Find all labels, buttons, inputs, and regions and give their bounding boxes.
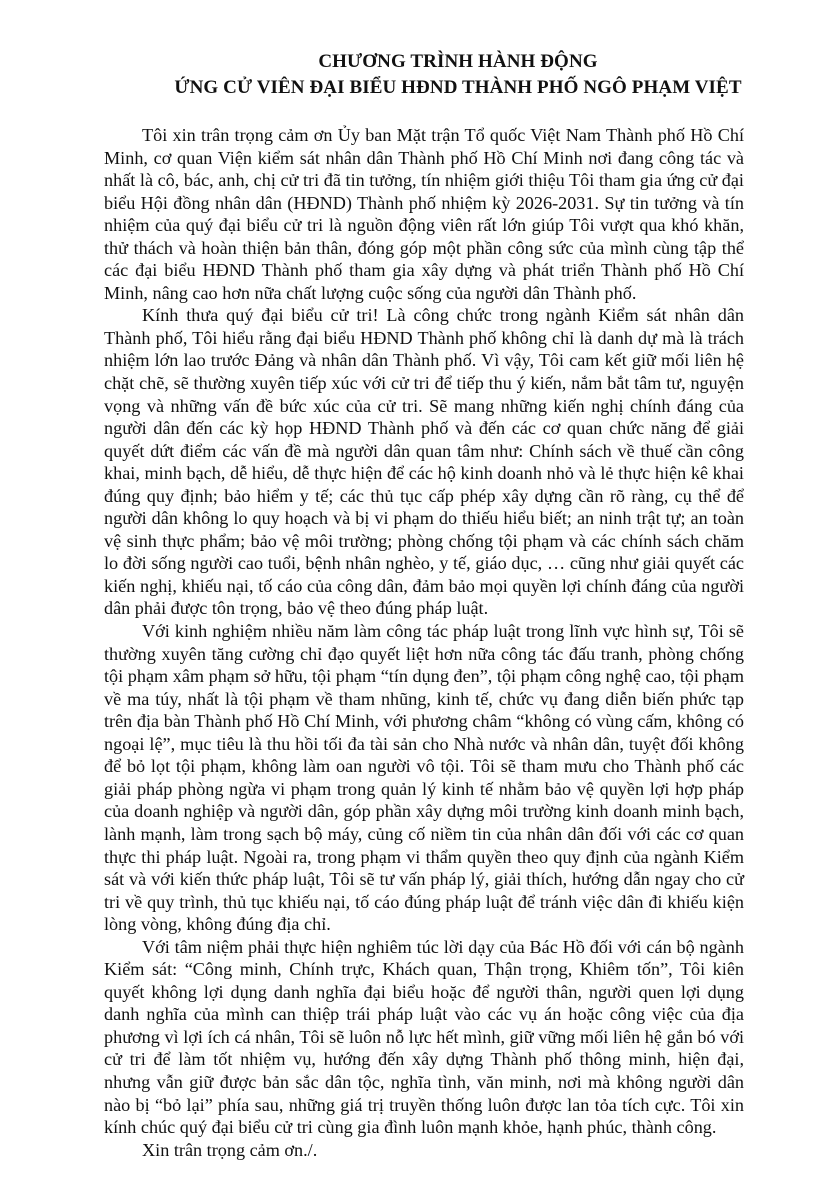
paragraph-commitment: Kính thưa quý đại biểu cử tri! Là công chức trong ngành Kiểm sát nhân dân Thành phố, Tôi hiểu rằng đại biểu HĐND Thành phố không chỉ là danh dự mà là trách nhiệm lớn lao trước Đảng và nhân dân Thành phố. Vì vậy, Tôi cam kết giữ mối liên hệ chặt chẽ, sẽ thường xuyên tiếp xúc với cử tri để tiếp thu ý kiến, nắm bắt tâm tư, nguyện vọng và những vấn đề bức xúc của cử tri. Sẽ mang những kiến nghị chính đáng của người dân đến các kỳ họp HĐND Thành phố và đến các cơ quan chức năng để giải quyết dứt điểm các vấn đề mà người dân quan tâm như: Chính sách về thuế cần công khai, minh bạch, dễ hiểu, dễ thực hiện để các hộ kinh doanh nhỏ và lẻ thực hiện kê khai đúng quy định; bảo hiểm y tế; các thủ tục cấp phép xây dựng cần rõ ràng, cụ thể để người dân không lo quy hoạch và bị vi phạm do thiếu hiểu biết; an ninh trật tự; an toàn vệ sinh thực phẩm; bảo vệ môi trường; phòng chống tội phạm và các chính sách chăm lo đời sống người cao tuổi, bệnh nhân nghèo, y tế, giáo dục, … cũng như giải quyết các kiến nghị, khiếu nại, tố cáo của công dân, đảm bảo mọi quyền lợi chính đáng của người dân phải được tôn trọng, bảo vệ theo đúng pháp luật. [104, 305, 744, 619]
document-body [104, 124, 744, 1161]
paragraph-legal-experience: Với kinh nghiệm nhiều năm làm công tác pháp luật trong lĩnh vực hình sự, Tôi sẽ thường xuyên tăng cường chỉ đạo quyết liệt hơn nữa công tác đấu tranh, phòng chống tội phạm xâm phạm sở hữu, tội phạm “tín dụng đen”, tội phạm công nghệ cao, tội phạm về ma túy, nhất là tội phạm về tham nhũng, kinh tế, chức vụ đang diễn biến phức tạp trên địa bàn Thành phố Hồ Chí Minh, với phương châm “không có vùng cấm, không có ngoại lệ”, mục tiêu là thu hồi tối đa tài sản cho Nhà nước và nhân dân, tuyệt đối không để bỏ lọt tội phạm, không làm oan người vô tội. Tôi sẽ tham mưu cho Thành phố các giải pháp phòng ngừa vi phạm trong quản lý kinh tế nhằm bảo vệ quyền lợi hợp pháp của doanh nghiệp và người dân, góp phần xây dựng môi trường kinh doanh minh bạch, lành mạnh, làm trong sạch bộ máy, củng cố niềm tin của nhân dân đối với các cơ quan thực thi pháp luật. Ngoài ra, trong phạm vi thẩm quyền theo quy định của ngành Kiểm sát và với kiến thức pháp luật, Tôi sẽ tư vấn pháp lý, giải thích, hướng dẫn ngay cho cử tri về quy trình, thủ tục khiếu nại, tố cáo đúng pháp luật để tránh việc dân đi khiếu kiện lòng vòng, không đúng địa chỉ. [104, 621, 744, 935]
paragraph-principles: Với tâm niệm phải thực hiện nghiêm túc lời dạy của Bác Hồ đối với cán bộ ngành Kiểm sát: “Công minh, Chính trực, Khách quan, Thận trọng, Khiêm tốn”, Tôi kiên quyết không lợi dụng danh nghĩa đại biểu hoặc để người thân, người quen lợi dụng danh nghĩa của mình can thiệp trái pháp luật vào các vụ án hoặc công việc của địa phương vì lợi ích cá nhân, Tôi sẽ luôn nỗ lực hết mình, giữ vững mối liên hệ gắn bó với cử tri để làm tốt nhiệm vụ, hướng đến xây dựng Thành phố thông minh, hiện đại, nhưng vẫn giữ được bản sắc dân tộc, nghĩa tình, văn minh, nơi mà không người dân nào bị “bỏ lại” phía sau, những giá trị truyền thống luôn được lan tỏa tích cực. Tôi xin kính chúc quý đại biểu cử tri cùng gia đình luôn mạnh khỏe, hạnh phúc, thành công. [104, 936, 744, 1138]
document-title: CHƯƠNG TRÌNH HÀNH ĐỘNG [318, 51, 598, 72]
paragraph-gratitude: Tôi xin trân trọng cảm ơn Ủy ban Mặt trận Tổ quốc Việt Nam Thành phố Hồ Chí Minh, cơ quan Viện kiểm sát nhân dân Thành phố Hồ Chí Minh nơi đang công tác và nhất là cô, bác, anh, chị cử tri đã tin tưởng, tín nhiệm giới thiệu Tôi tham gia ứng cử đại biểu Hội đồng nhân dân (HĐND) Thành phố nhiệm kỳ 2026-2031. Sự tin tưởng và tín nhiệm của quý đại biểu cử tri là nguồn động viên rất lớn giúp Tôi vượt qua khó khăn, thử thách và hoàn thiện bản thân, đóng góp một phần công sức của mình cùng tập thể các đại biểu HĐND Thành phố tham gia xây dựng và phát triển Thành phố Hồ Chí Minh, nâng cao hơn nữa chất lượng cuộc sống của người dân Thành phố. [104, 125, 744, 303]
document-subtitle: ỨNG CỬ VIÊN ĐẠI BIỂU HĐND THÀNH PHỐ NGÔ PHẠM VIỆT [174, 77, 742, 98]
paragraph-closing: Xin trân trọng cảm ơn./. [142, 1139, 318, 1160]
